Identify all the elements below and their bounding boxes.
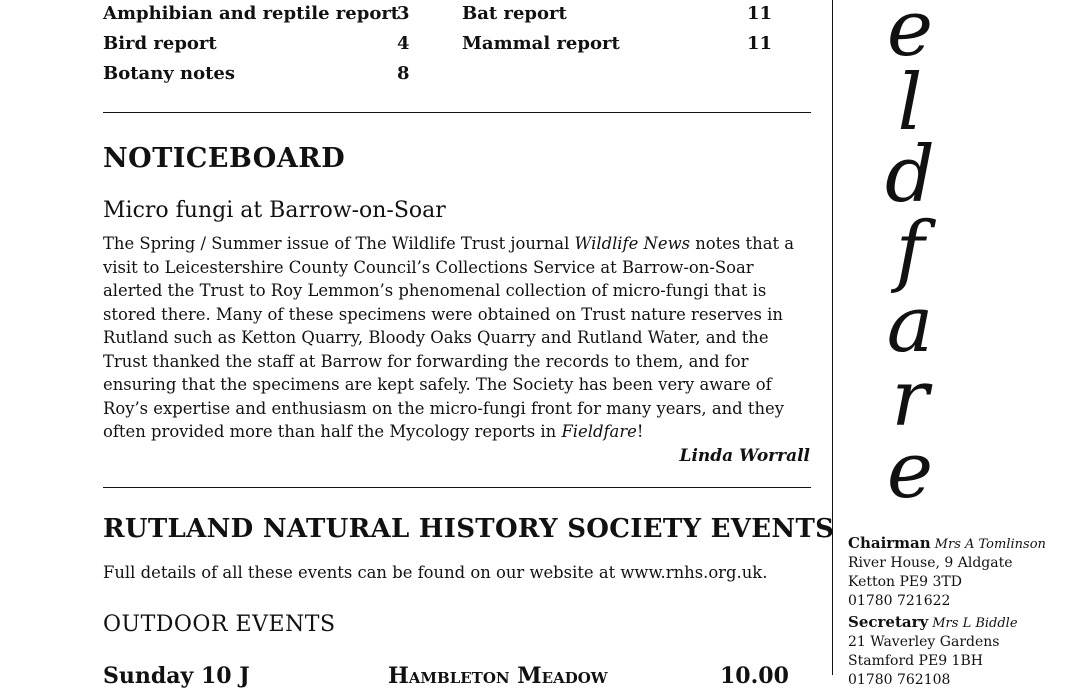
secretary-contact [848,613,1018,690]
contact-phone: 01780 721622 [848,593,951,609]
article-text: The Spring / Summer issue of The Wildlife Trust journal [103,234,575,253]
article-author: Linda Worrall [679,446,810,466]
noticeboard-heading: NOTICEBOARD [103,143,346,174]
contents-label: Botany notes [103,63,236,84]
contact-name: Mrs L Biddle [932,616,1018,631]
contents-page: 8 [397,63,410,84]
contact-role: Secretary [848,613,929,631]
contents-label: Amphibian and reptile report [103,3,400,24]
outdoor-events-heading: OUTDOOR EVENTS [103,612,336,637]
contact-address: Stamford PE9 1BH [848,653,983,669]
article-text: notes that a visit to Leicestershire County Council’s Collections Service at Barrow-on-Soar alerted the Trust to Roy Lemmon’s phenomenal collection of micro-fungi that is stored there. Many of these specimens were obtained on Trust nature reserves in Rutland such as Ketton Quarry, Bloody Oaks Quarry and Rutland Water, and the Trust thanked the staff at Barrow for forwarding the records to them, and for ensuring that the specimens are kept safely. The Society has been very aware of Roy’s expertise and enthusiasm on the micro-fungi front for many years, and they often provided more than half the Mycology reports in [103,234,795,441]
section-divider [103,487,811,488]
contact-phone: 01780 762108 [848,672,951,688]
masthead-letter: r [891,354,929,444]
contact-role: Chairman [848,534,931,552]
contents-page: 3 [397,3,410,24]
masthead-letter: d [885,130,935,220]
masthead-letter: l [897,58,923,148]
events-heading: RUTLAND NATURAL HISTORY SOCIETY EVENTS [103,514,835,544]
events-intro: Full details of all these events can be found on our website at www.rnhs.org.uk. [103,563,768,582]
masthead-letter: f [895,206,925,296]
masthead-letter: e [886,0,934,74]
sidebar-divider [832,0,833,675]
journal-name: Wildlife News [574,234,691,253]
contents-page: 4 [397,33,410,54]
contents-page: 11 [747,33,773,54]
contents-label: Bat report [462,3,567,24]
event-place: Hambleton Meadow [388,663,608,689]
event-day: Sunday 10 J [103,663,250,689]
contents-label: Bird report [103,33,217,54]
contents-page: 11 [747,3,773,24]
contents-label: Mammal report [462,33,620,54]
contact-address: Ketton PE9 3TD [848,574,962,590]
masthead-letter: e [886,426,934,516]
article-text: ! [636,422,644,441]
contact-name: Mrs A Tomlinson [934,537,1046,552]
article-title: Micro fungi at Barrow-on-Soar [103,198,446,223]
contact-address: 21 Waverley Gardens [848,634,1000,650]
masthead-letter: a [886,280,934,370]
chairman-contact [848,534,1046,611]
contact-address: River House, 9 Aldgate [848,555,1013,571]
article-body [103,232,813,444]
section-divider [103,112,811,113]
event-time: 10.00 [720,663,789,689]
newsletter-name: Fieldfare [561,422,637,441]
